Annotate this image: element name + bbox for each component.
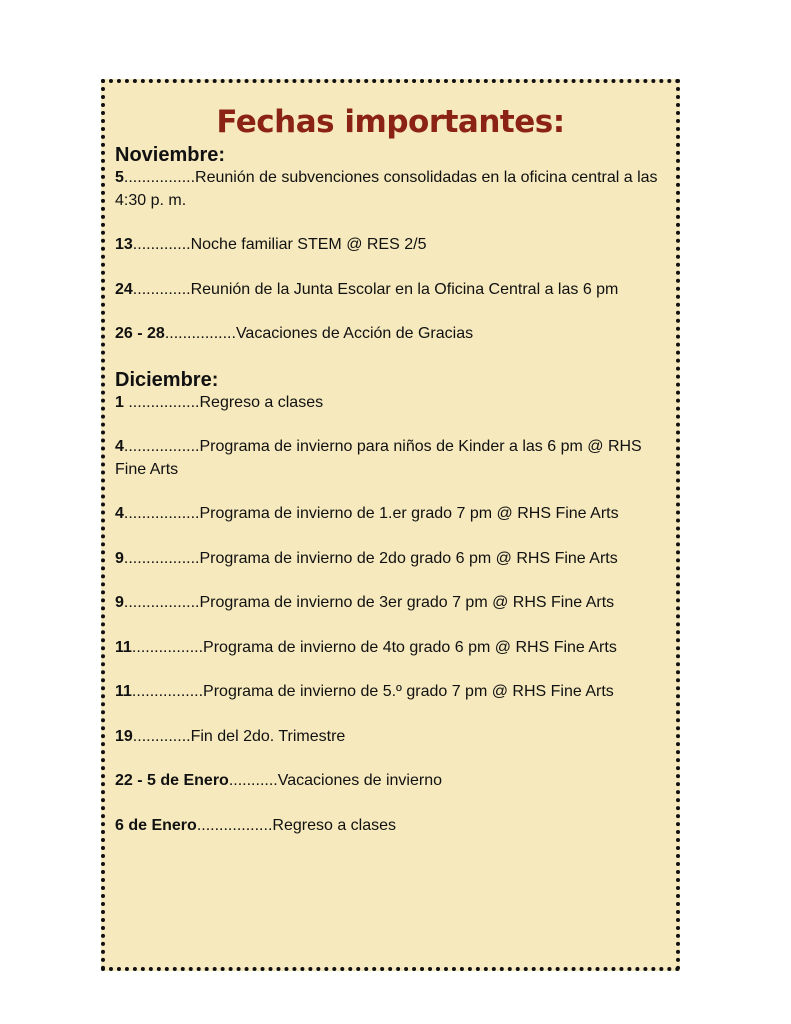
entry-leader: ............. <box>132 280 191 298</box>
entry-text: Programa de invierno de 4to grado 6 pm @ RHS Fine Arts <box>203 638 617 656</box>
november-list <box>115 167 666 346</box>
entry-leader: ............. <box>132 236 191 253</box>
entry-date: 9 <box>115 549 124 567</box>
list-item <box>115 323 666 346</box>
month-heading-november: Noviembre: <box>115 144 226 166</box>
entry-date: 19 <box>115 727 133 745</box>
entry-leader: ................. <box>123 594 200 611</box>
entry-date: 13 <box>115 236 133 253</box>
december-list <box>115 392 666 838</box>
entry-text: Programa de invierno de 1.er grado 7 pm @ RHS Fine Arts <box>199 505 619 522</box>
entry-text: Programa de invierno de 5.º grado 7 pm @ RHS Fine Arts <box>203 683 614 700</box>
entry-text: Programa de invierno de 3er grado 7 pm @ RHS Fine Arts <box>199 594 615 611</box>
list-item <box>115 548 666 571</box>
entry-text: Programa de invierno para niños de Kinder a las 6 pm @ RHS Fine Arts <box>115 438 642 478</box>
entry-text: Noche familiar STEM @ RES 2/5 <box>190 236 427 253</box>
month-heading-december: Diciembre: <box>115 368 219 391</box>
entry-leader: ................ <box>164 325 236 342</box>
entry-leader: ................ <box>123 393 200 411</box>
list-item <box>115 234 666 257</box>
important-dates-card <box>101 79 680 971</box>
entry-text: Regreso a clases <box>272 816 397 834</box>
entry-date: 5 <box>115 169 124 186</box>
list-item <box>115 436 666 481</box>
entry-text: Regreso a clases <box>199 393 324 411</box>
list-item <box>115 279 666 302</box>
entry-leader: ................. <box>196 816 273 834</box>
entry-date: 11 <box>115 683 132 700</box>
entry-leader: ................ <box>131 683 204 700</box>
page-title: Fechas importantes: <box>216 104 565 140</box>
entry-date: 9 <box>115 594 124 611</box>
entry-date: 22 - 5 de Enero <box>115 772 229 789</box>
list-item <box>115 503 666 526</box>
entry-leader: ................ <box>131 638 204 656</box>
entry-leader: ................. <box>123 549 200 567</box>
entry-leader: ................ <box>123 169 196 186</box>
entry-text: Vacaciones de invierno <box>277 772 442 789</box>
entry-date: 1 <box>115 393 124 411</box>
list-item <box>115 167 666 212</box>
list-item <box>115 637 666 660</box>
list-item <box>115 815 666 838</box>
entry-text: Vacaciones de Acción de Gracias <box>235 325 474 342</box>
entry-leader: ............. <box>132 727 191 745</box>
entry-date: 4 <box>115 505 124 522</box>
entry-leader: ................. <box>123 505 200 522</box>
entry-leader: ................. <box>123 438 200 455</box>
entry-date: 11 <box>115 638 132 656</box>
entry-text: Programa de invierno de 2do grado 6 pm @ RHS Fine Arts <box>199 549 618 567</box>
entry-date: 26 - 28 <box>115 325 165 342</box>
list-item <box>115 770 666 793</box>
entry-text: Reunión de subvenciones consolidadas en la oficina central a las 4:30 p. m. <box>115 169 658 209</box>
list-item <box>115 681 666 704</box>
entry-text: Reunión de la Junta Escolar en la Oficina Central a las 6 pm <box>190 280 619 298</box>
list-item <box>115 392 666 415</box>
list-item <box>115 726 666 749</box>
entry-leader: ........... <box>228 772 278 789</box>
list-item <box>115 592 666 615</box>
entry-date: 6 de Enero <box>115 816 197 834</box>
entry-date: 24 <box>115 280 133 298</box>
entry-date: 4 <box>115 438 124 455</box>
entry-text: Fin del 2do. Trimestre <box>190 727 346 745</box>
